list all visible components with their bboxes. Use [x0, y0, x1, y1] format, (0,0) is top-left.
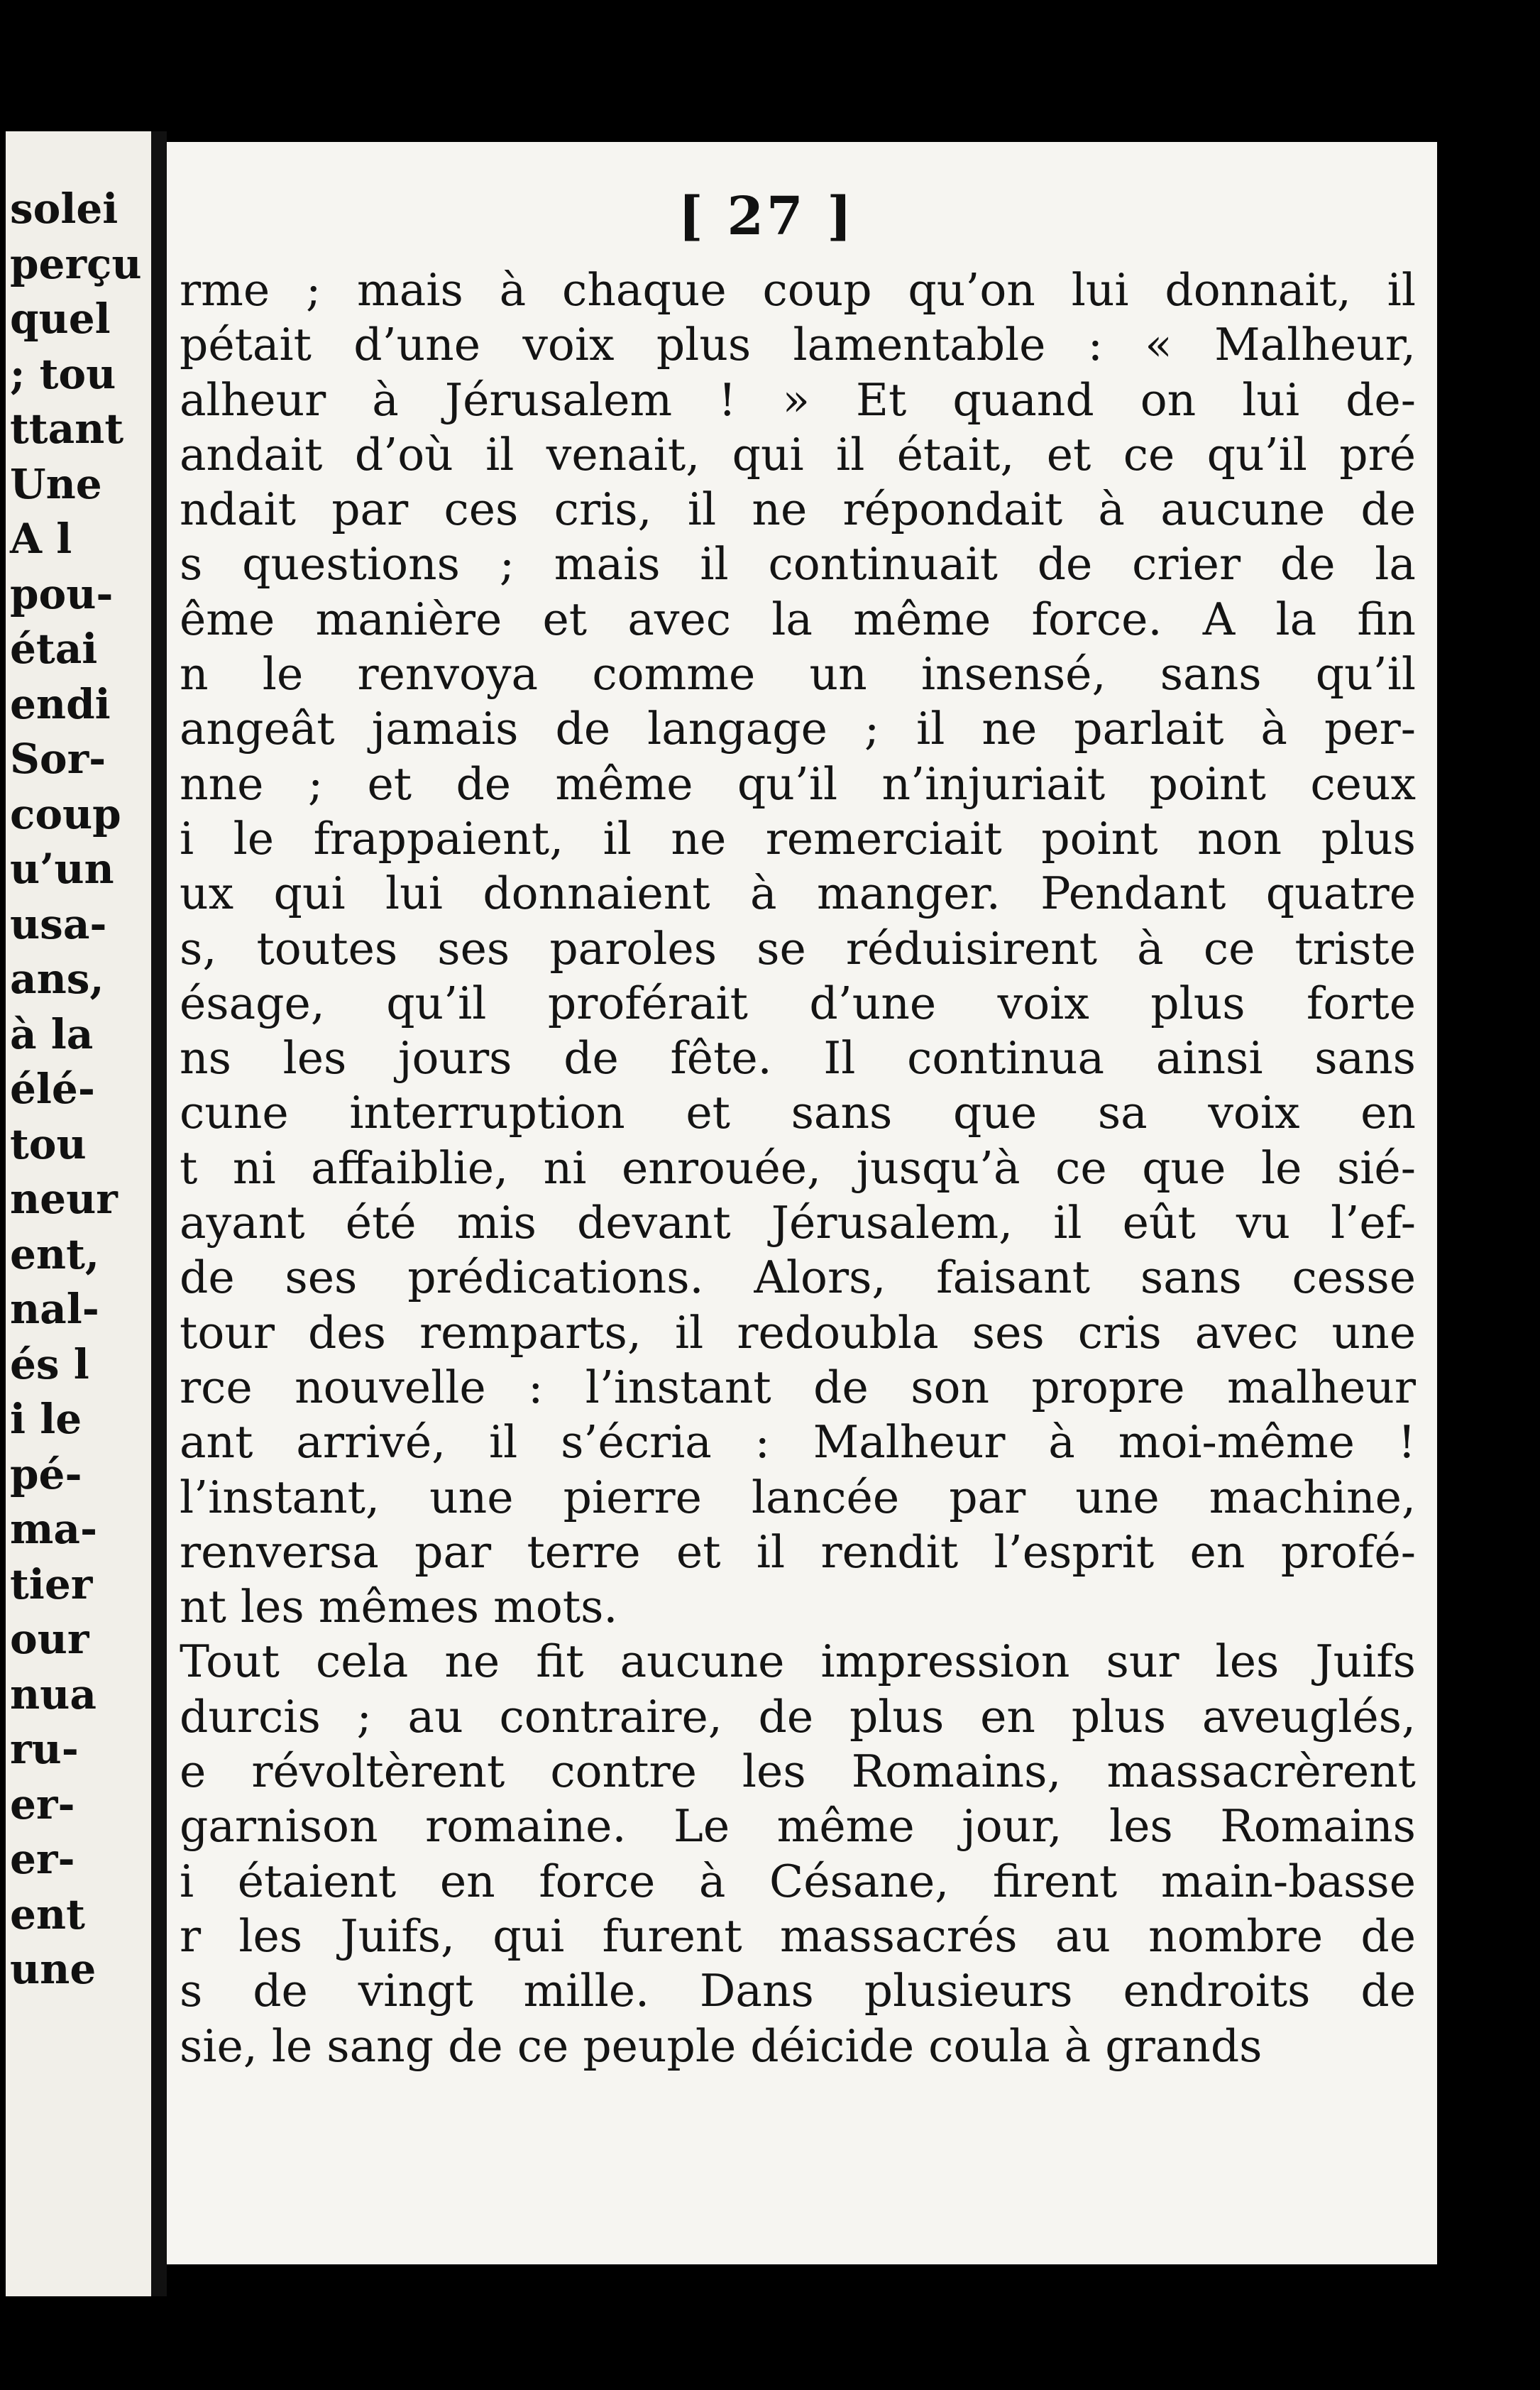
adjacent-page-fragment: quel — [10, 295, 111, 343]
page-text — [180, 263, 1416, 2073]
text-line: ant arrivé, il s’écria : Malheur à moi-même ! — [180, 1416, 1416, 1469]
adjacent-page-fragment: Sor- — [10, 735, 106, 783]
text-line: andait d’où il venait, qui il était, et ce qu’il pré — [180, 428, 1416, 481]
adjacent-page-fragment: er- — [10, 1835, 75, 1883]
text-line: durcis ; au contraire, de plus en plus aveuglés, — [180, 1690, 1416, 1743]
text-line: sie, le sang de ce peuple déicide coula à grands — [180, 2019, 1263, 2072]
text-line: i le frappaient, il ne remerciait point non plus — [180, 812, 1416, 865]
text-line: angeât jamais de langage ; il ne parlait à per- — [180, 703, 1416, 755]
text-line: ns les jours de fête. Il continua ainsi sans — [180, 1032, 1416, 1085]
adjacent-page-fragment: ma- — [10, 1505, 98, 1553]
adjacent-page-fragment: nua — [10, 1670, 97, 1719]
text-line: nt les mêmes mots. — [180, 1581, 618, 1633]
adjacent-page-fragment: coup — [10, 789, 121, 838]
text-line: r les Juifs, qui furent massacrés au nombre de — [180, 1909, 1416, 1962]
text-line: t ni affaiblie, ni enrouée, jusqu’à ce que le sié- — [180, 1141, 1416, 1194]
text-line: ayant été mis devant Jérusalem, il eût vu l’ef- — [180, 1197, 1416, 1249]
adjacent-page-fragment: nal- — [10, 1285, 99, 1333]
text-line: s, toutes ses paroles se réduisirent à ce triste — [180, 922, 1416, 975]
text-line: s questions ; mais il continuait de crier de la — [180, 538, 1416, 591]
text-line: n le renvoya comme un insensé, sans qu’il — [180, 648, 1416, 701]
adjacent-page-fragment: ; tou — [10, 349, 116, 398]
adjacent-page-fragment: pou- — [10, 569, 114, 618]
text-line: Tout cela ne fit aucune impression sur les Juifs — [180, 1635, 1416, 1688]
page-number: [ 27 ] — [678, 186, 855, 247]
text-line: tour des remparts, il redoubla ses cris avec une — [180, 1306, 1416, 1359]
adjacent-page-fragment: ttant — [10, 405, 124, 453]
text-line: ux qui lui donnaient à manger. Pendant quatre — [180, 867, 1416, 920]
text-line: rme ; mais à chaque coup qu’on lui donnait, il — [180, 264, 1416, 316]
text-line: s de vingt mille. Dans plusieurs endroits de — [180, 1965, 1416, 2017]
text-line: e révoltèrent contre les Romains, massacrèrent — [180, 1745, 1416, 1798]
text-line: ndait par ces cris, il ne répondait à aucune de — [180, 483, 1416, 536]
adjacent-page-fragment: u’un — [10, 845, 114, 893]
text-line: pétait d’une voix plus lamentable : « Malheur, — [180, 319, 1416, 371]
text-line: rce nouvelle : l’instant de son propre malheur — [180, 1361, 1416, 1413]
adjacent-page-fragment: solei — [10, 185, 119, 233]
text-line: garnison romaine. Le même jour, les Romains — [180, 1800, 1416, 1853]
text-line: l’instant, une pierre lancée par une machine, — [180, 1471, 1416, 1523]
text-line: cune interruption et sans que sa voix en — [180, 1087, 1416, 1139]
adjacent-page-fragment: neur — [10, 1175, 118, 1223]
adjacent-page-strip — [6, 131, 167, 2296]
adjacent-page-fragment: tier — [10, 1559, 93, 1608]
adjacent-page-fragment: i le — [10, 1395, 82, 1443]
text-line: ême manière et avec la même force. A la fin — [180, 593, 1416, 645]
adjacent-page-fragment: és l — [10, 1339, 89, 1388]
adjacent-page-fragment: er- — [10, 1780, 75, 1829]
text-line: ésage, qu’il proférait d’une voix plus forte — [180, 977, 1416, 1029]
text-line: de ses prédications. Alors, faisant sans cesse — [180, 1251, 1416, 1304]
text-line: nne ; et de même qu’il n’injuriait point ceux — [180, 757, 1416, 810]
adjacent-page-fragment: élé- — [10, 1065, 95, 1113]
book-page — [167, 142, 1437, 2264]
adjacent-page-fragment: our — [10, 1615, 89, 1663]
adjacent-page-fragment: Une — [10, 459, 102, 508]
adjacent-page-fragment: à la — [10, 1009, 94, 1058]
adjacent-page-fragment: ent — [10, 1890, 85, 1939]
text-line: alheur à Jérusalem ! » Et quand on lui de- — [180, 373, 1416, 426]
adjacent-page-fragment: ru- — [10, 1725, 79, 1773]
adjacent-page-fragment: usa- — [10, 899, 107, 948]
text-line: renversa par terre et il rendit l’esprit en profé- — [180, 1525, 1416, 1578]
adjacent-page-fragment: perçu — [10, 239, 142, 288]
adjacent-page-fragment: une — [10, 1945, 97, 1993]
adjacent-page-fragment: ent, — [10, 1229, 100, 1278]
adjacent-page-fragment: pé- — [10, 1449, 82, 1498]
adjacent-page-fragment: étai — [10, 625, 98, 673]
adjacent-page-fragment: tou — [10, 1119, 87, 1168]
adjacent-page-fragment: ans, — [10, 955, 104, 1003]
adjacent-page-fragment: endi — [10, 679, 111, 728]
adjacent-page-fragment: A l — [10, 515, 72, 563]
text-line: i étaient en force à Césane, firent main-basse — [180, 1855, 1416, 1907]
